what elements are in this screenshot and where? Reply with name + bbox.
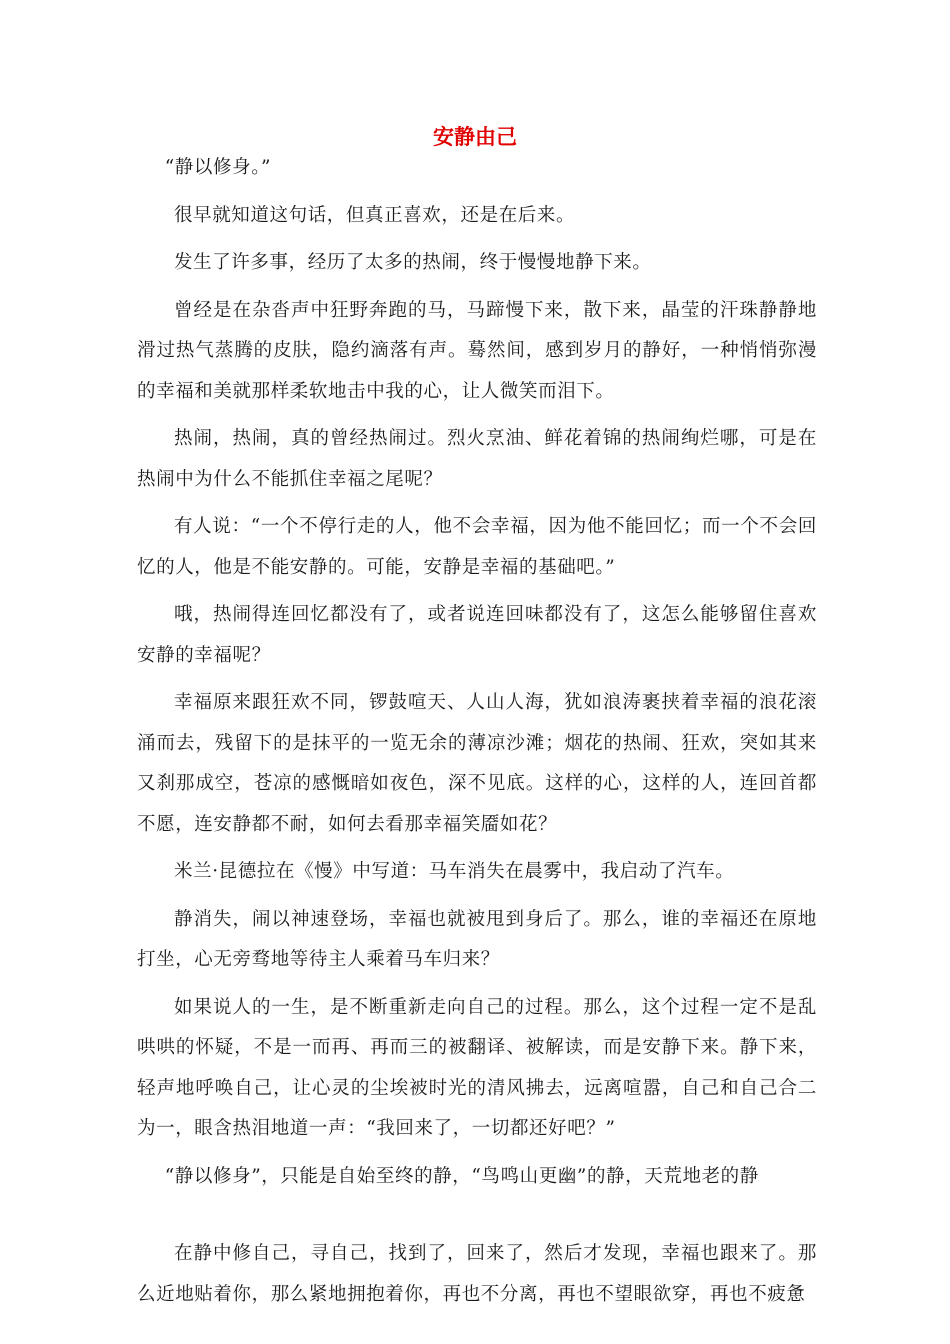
paragraph: 哦，热闹得连回忆都没有了，或者说连回味都没有了，这怎么能够留住喜欢安静的幸福呢？ [137, 604, 817, 666]
paragraph: “静以修身。” [164, 157, 272, 178]
paragraph: 米兰·昆德拉在《慢》中写道：马车消失在晨雾中，我启动了汽车。 [174, 861, 735, 882]
paragraph: “静以修身”，只能是自始至终的静，“鸟鸣山更幽”的静，天荒地老的静 [164, 1165, 759, 1187]
paragraph: 很早就知道这句话，但真正喜欢，还是在后来。 [174, 204, 576, 226]
paragraph: 热闹，热闹，真的曾经热闹过。烈火烹油、鲜花着锦的热闹绚烂哪，可是在热闹中为什么不能抓住幸福之尾呢？ [137, 428, 817, 490]
document-title: 安静由己 [433, 124, 517, 149]
paragraph-gap [137, 1204, 817, 1234]
document-body [137, 148, 817, 1322]
paragraph: 发生了许多事，经历了太多的热闹，终于慢慢地静下来。 [174, 252, 652, 273]
paragraph: 幸福原来跟狂欢不同，锣鼓喧天、人山人海，犹如浪涛裹挟着幸福的浪花滚涌而去，残留下的是抹平的一览无余的薄凉沙滩；烟花的热闹、狂欢，突如其来又刹那成空，苍凉的感慨暗如夜色，深不见底。这样的心，这样的人，连回首都不愿，连安静都不耐，如何去看那幸福笑靥如花？ [137, 692, 817, 835]
paragraph: 静消失，闹以神速登场，幸福也就被甩到身后了。那么，谁的幸福还在原地打坐，心无旁骛地等待主人乘着马车归来？ [137, 908, 817, 970]
paragraph: 如果说人的一生，是不断重新走向自己的过程。那么，这个过程一定不是乱哄哄的怀疑，不是一而再、再而三的被翻译、被解读，而是安静下来。静下来，轻声地呼唤自己，让心灵的尘埃被时光的清风拂去，远离喧嚣，自己和自己合二为一，眼含热泪地道一声：“我回来了，一切都还好吧？” [137, 996, 817, 1139]
paragraph: 在静中修自己，寻自己，找到了，回来了，然后才发现，幸福也跟来了。那么近地贴着你，那么紧地拥抱着你，再也不分离，再也不望眼欲穿，再也不疲惫 [137, 1243, 817, 1305]
paragraph: 曾经是在杂沓声中狂野奔跑的马，马蹄慢下来，散下来，晶莹的汗珠静静地滑过热气蒸腾的皮肤，隐约滴落有声。蓦然间，感到岁月的静好，一种悄悄弥漫的幸福和美就那样柔软地击中我的心，让人微笑而泪下。 [137, 299, 817, 402]
paragraph: 有人说：“一个不停行走的人，他不会幸福，因为他不能回忆；而一个不会回忆的人，他是不能安静的。可能，安静是幸福的基础吧。” [137, 516, 817, 578]
